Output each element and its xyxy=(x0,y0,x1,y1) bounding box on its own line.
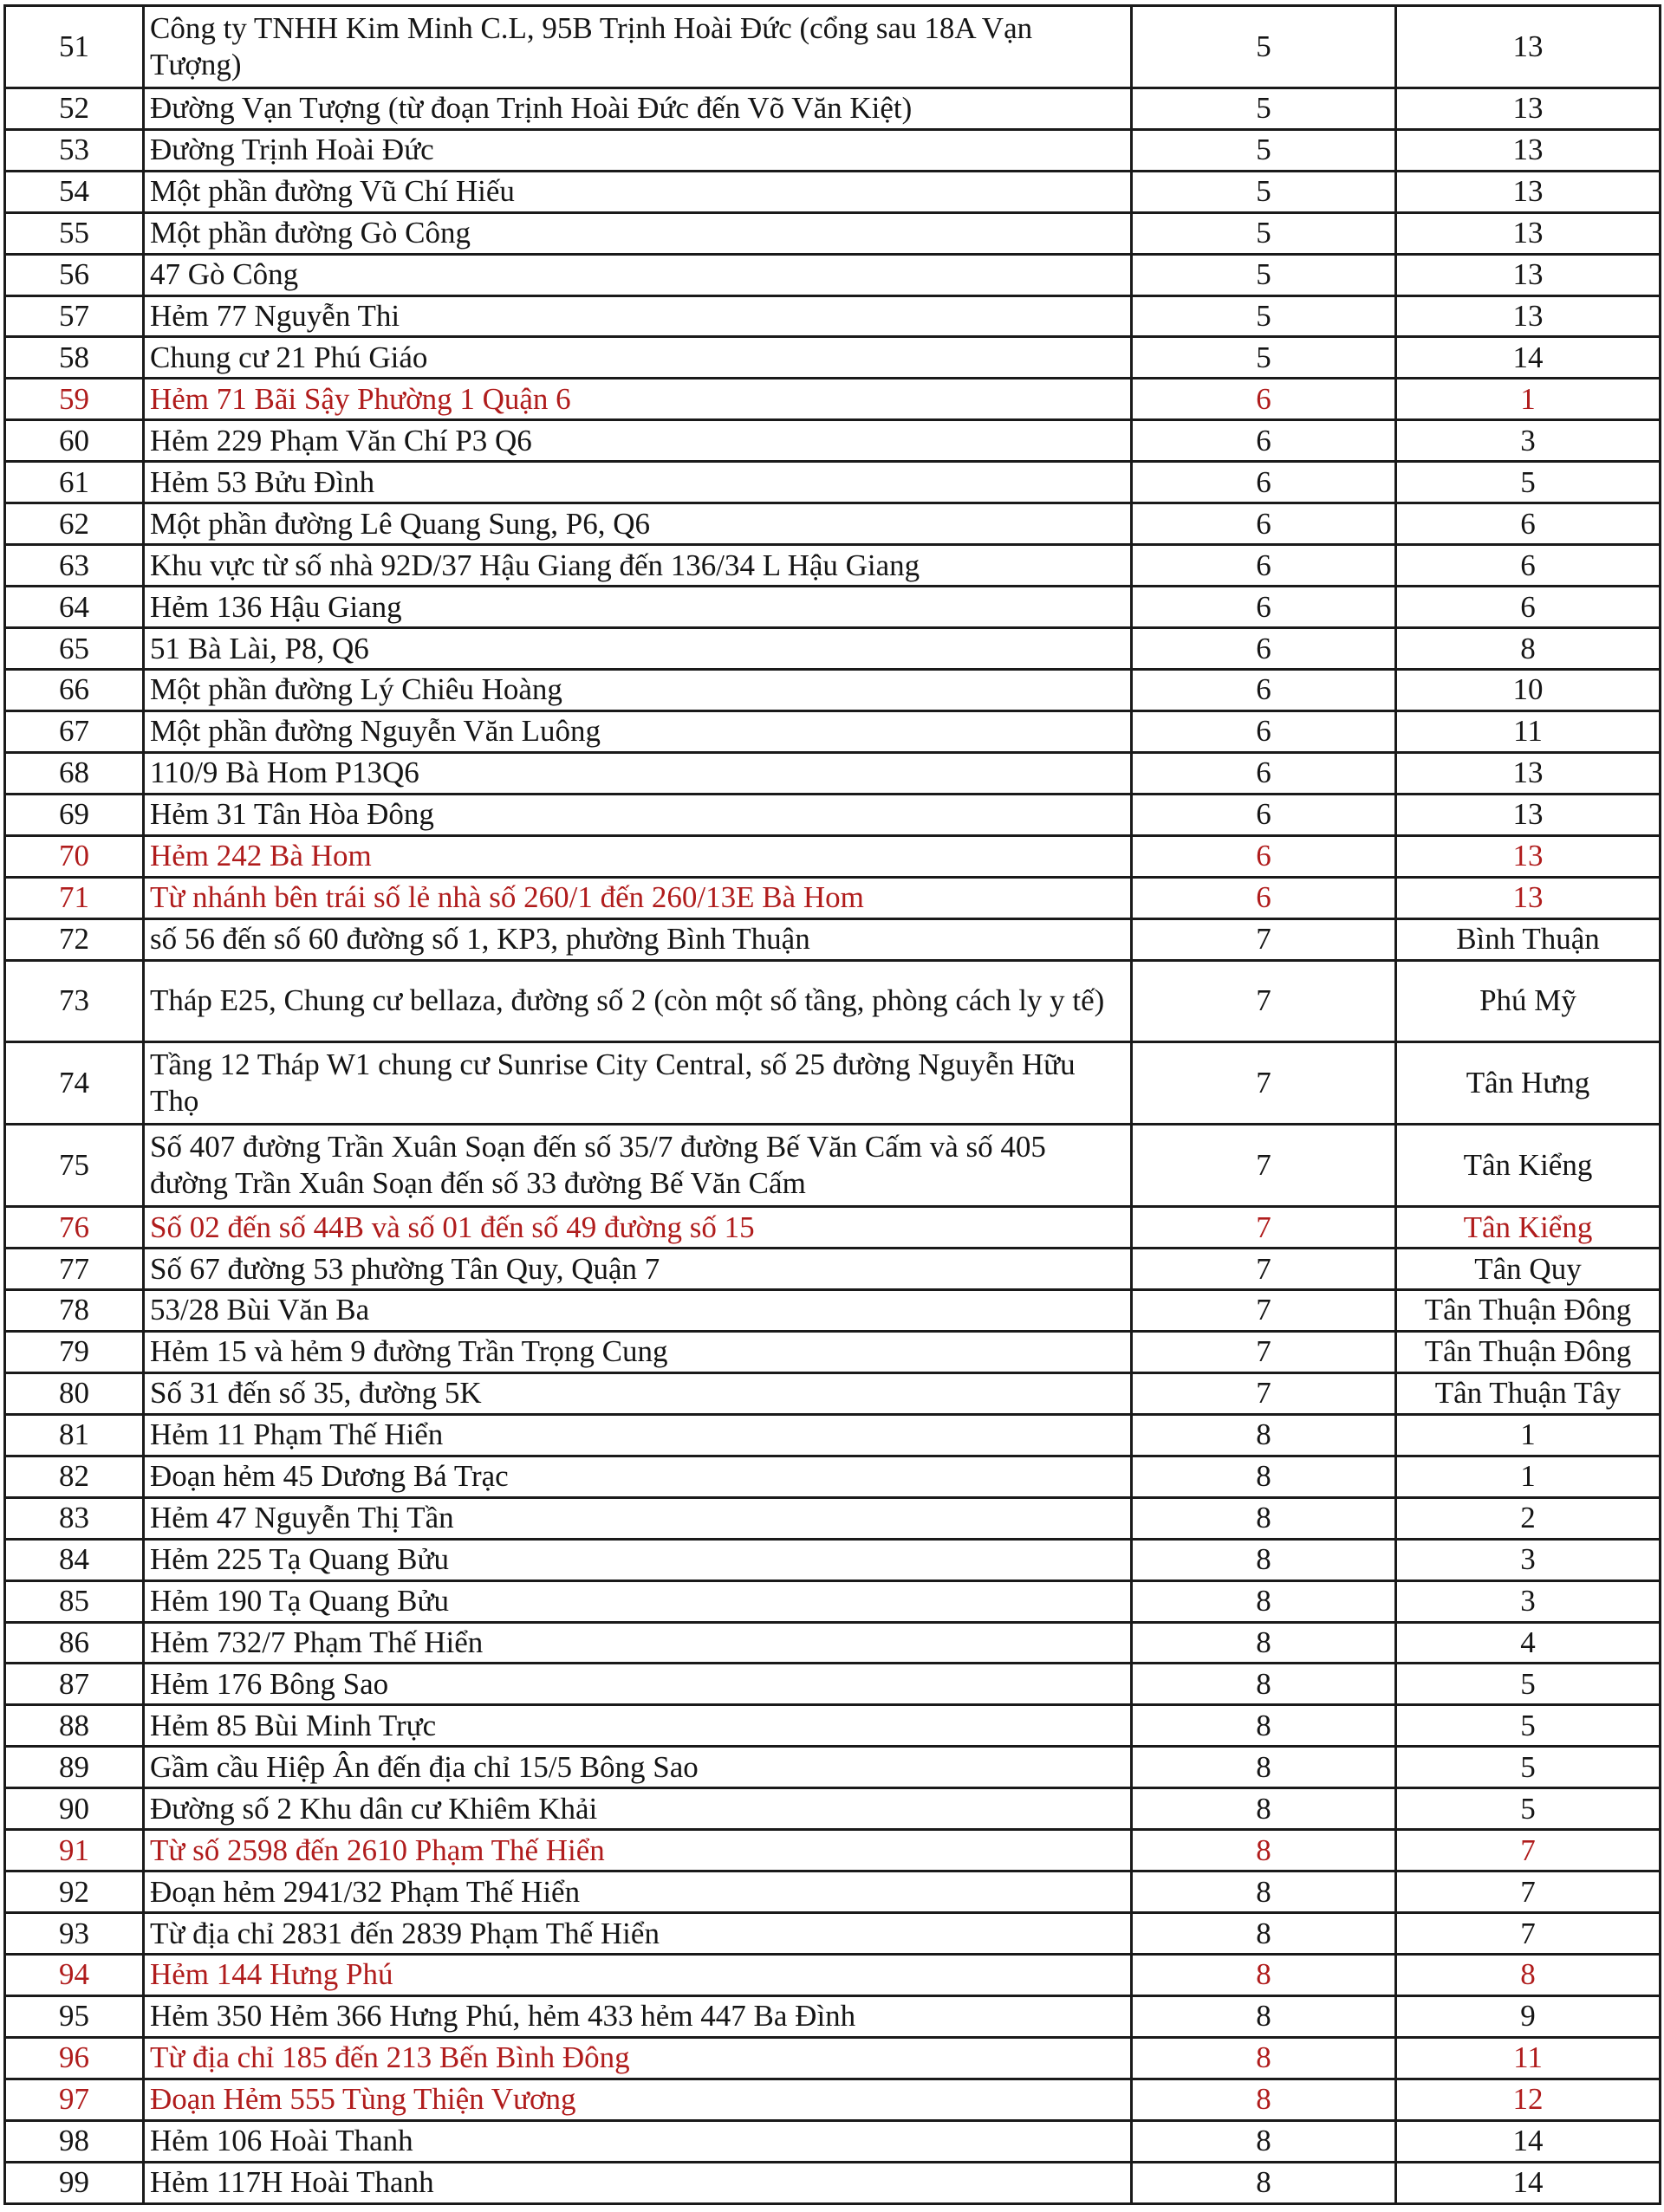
ward-cell: 8 xyxy=(1396,628,1661,670)
row-number: 74 xyxy=(5,1042,144,1125)
row-number: 60 xyxy=(5,420,144,462)
ward-cell: 1 xyxy=(1396,1414,1661,1456)
address-cell: Khu vực từ số nhà 92D/37 Hậu Giang đến 136/34 L Hậu Giang xyxy=(144,545,1132,587)
address-cell: Hẻm 15 và hẻm 9 đường Trần Trọng Cung xyxy=(144,1331,1132,1372)
ward-cell: Bình Thuận xyxy=(1396,918,1661,960)
address-cell: Tầng 12 Tháp W1 chung cư Sunrise City Central, số 25 đường Nguyễn Hữu Thọ xyxy=(144,1042,1132,1125)
ward-cell: 6 xyxy=(1396,587,1661,628)
ward-cell: Tân Kiểng xyxy=(1396,1207,1661,1249)
district-cell: 8 xyxy=(1132,1995,1396,2037)
row-number: 72 xyxy=(5,918,144,960)
address-cell: Hẻm 190 Tạ Quang Bửu xyxy=(144,1580,1132,1622)
address-cell: Số 02 đến số 44B và số 01 đến số 49 đường số 15 xyxy=(144,1207,1132,1249)
row-number: 73 xyxy=(5,960,144,1042)
district-cell: 8 xyxy=(1132,1830,1396,1871)
row-number: 91 xyxy=(5,1830,144,1871)
table-row xyxy=(5,88,1661,129)
table-row xyxy=(5,669,1661,710)
table-row xyxy=(5,1249,1661,1290)
row-number: 55 xyxy=(5,212,144,254)
row-number: 94 xyxy=(5,1955,144,1996)
table-row xyxy=(5,212,1661,254)
address-cell: Một phần đường Lê Quang Sung, P6, Q6 xyxy=(144,503,1132,545)
address-cell: Hẻm 31 Tân Hòa Đông xyxy=(144,794,1132,835)
table-row xyxy=(5,1539,1661,1580)
district-cell: 7 xyxy=(1132,1207,1396,1249)
row-number: 67 xyxy=(5,710,144,752)
row-number: 65 xyxy=(5,628,144,670)
address-cell: Hẻm 225 Tạ Quang Bửu xyxy=(144,1539,1132,1580)
row-number: 96 xyxy=(5,2037,144,2079)
ward-cell: 13 xyxy=(1396,171,1661,212)
district-cell: 7 xyxy=(1132,1249,1396,1290)
address-cell: Hẻm 732/7 Phạm Thế Hiển xyxy=(144,1622,1132,1664)
address-cell: Số 31 đến số 35, đường 5K xyxy=(144,1372,1132,1414)
row-number: 87 xyxy=(5,1664,144,1705)
table-row xyxy=(5,1372,1661,1414)
row-number: 66 xyxy=(5,669,144,710)
district-cell: 5 xyxy=(1132,295,1396,337)
address-cell: Tháp E25, Chung cư bellaza, đường số 2 (còn một số tầng, phòng cách ly y tế) xyxy=(144,960,1132,1042)
address-cell: Một phần đường Gò Công xyxy=(144,212,1132,254)
ward-cell: 6 xyxy=(1396,545,1661,587)
table-row xyxy=(5,752,1661,794)
district-cell: 8 xyxy=(1132,1871,1396,1913)
table-row xyxy=(5,1414,1661,1456)
ward-cell: 7 xyxy=(1396,1913,1661,1955)
table-row xyxy=(5,587,1661,628)
address-cell: Hẻm 136 Hậu Giang xyxy=(144,587,1132,628)
table-row xyxy=(5,1871,1661,1913)
row-number: 61 xyxy=(5,462,144,503)
address-cell: Một phần đường Nguyễn Văn Luông xyxy=(144,710,1132,752)
address-cell: Từ nhánh bên trái số lẻ nhà số 260/1 đến 260/13E Bà Hom xyxy=(144,877,1132,918)
ward-cell: 1 xyxy=(1396,379,1661,420)
address-cell: Từ địa chỉ 2831 đến 2839 Phạm Thế Hiển xyxy=(144,1913,1132,1955)
ward-cell: 7 xyxy=(1396,1830,1661,1871)
address-cell: Hẻm 350 Hẻm 366 Hưng Phú, hẻm 433 hẻm 447 Ba Đình xyxy=(144,1995,1132,2037)
table-row xyxy=(5,2120,1661,2162)
table-row xyxy=(5,129,1661,171)
district-cell: 6 xyxy=(1132,669,1396,710)
ward-cell: Tân Thuận Đông xyxy=(1396,1331,1661,1372)
table-row xyxy=(5,6,1661,88)
ward-cell: 3 xyxy=(1396,420,1661,462)
district-cell: 6 xyxy=(1132,545,1396,587)
ward-cell: 11 xyxy=(1396,2037,1661,2079)
row-number: 70 xyxy=(5,835,144,877)
ward-cell: 7 xyxy=(1396,1871,1661,1913)
table-row xyxy=(5,1955,1661,1996)
row-number: 97 xyxy=(5,2079,144,2120)
ward-cell: Tân Thuận Đông xyxy=(1396,1290,1661,1332)
address-cell: Đường số 2 Khu dân cư Khiêm Khải xyxy=(144,1788,1132,1830)
district-cell: 7 xyxy=(1132,1125,1396,1207)
district-cell: 5 xyxy=(1132,88,1396,129)
address-cell: Đường Vạn Tượng (từ đoạn Trịnh Hoài Đức đến Võ Văn Kiệt) xyxy=(144,88,1132,129)
ward-cell: Tân Thuận Tây xyxy=(1396,1372,1661,1414)
table-row xyxy=(5,1580,1661,1622)
table-row xyxy=(5,628,1661,670)
address-cell: Hẻm 106 Hoài Thanh xyxy=(144,2120,1132,2162)
ward-cell: 8 xyxy=(1396,1955,1661,1996)
table-row xyxy=(5,545,1661,587)
table-row xyxy=(5,1705,1661,1747)
district-cell: 6 xyxy=(1132,462,1396,503)
district-cell: 8 xyxy=(1132,1539,1396,1580)
district-cell: 7 xyxy=(1132,918,1396,960)
ward-cell: 13 xyxy=(1396,295,1661,337)
table-row xyxy=(5,1747,1661,1788)
ward-cell: Tân Quy xyxy=(1396,1249,1661,1290)
ward-cell: 9 xyxy=(1396,1995,1661,2037)
district-cell: 7 xyxy=(1132,1372,1396,1414)
ward-cell: 14 xyxy=(1396,337,1661,379)
district-cell: 5 xyxy=(1132,337,1396,379)
row-number: 68 xyxy=(5,752,144,794)
ward-cell: 13 xyxy=(1396,835,1661,877)
table-row xyxy=(5,1830,1661,1871)
row-number: 80 xyxy=(5,1372,144,1414)
row-number: 81 xyxy=(5,1414,144,1456)
table-row xyxy=(5,835,1661,877)
district-cell: 6 xyxy=(1132,877,1396,918)
row-number: 58 xyxy=(5,337,144,379)
address-table xyxy=(3,4,1661,2205)
row-number: 53 xyxy=(5,129,144,171)
ward-cell: 5 xyxy=(1396,462,1661,503)
district-cell: 8 xyxy=(1132,1664,1396,1705)
district-cell: 8 xyxy=(1132,1913,1396,1955)
district-cell: 6 xyxy=(1132,503,1396,545)
district-cell: 6 xyxy=(1132,752,1396,794)
table-row xyxy=(5,1042,1661,1125)
row-number: 69 xyxy=(5,794,144,835)
ward-cell: 13 xyxy=(1396,752,1661,794)
address-cell: 53/28 Bùi Văn Ba xyxy=(144,1290,1132,1332)
table-row xyxy=(5,1497,1661,1539)
district-cell: 7 xyxy=(1132,1042,1396,1125)
row-number: 84 xyxy=(5,1539,144,1580)
table-body xyxy=(5,6,1661,2204)
table-row xyxy=(5,710,1661,752)
ward-cell: 13 xyxy=(1396,6,1661,88)
table-row xyxy=(5,503,1661,545)
ward-cell: 2 xyxy=(1396,1497,1661,1539)
district-cell: 7 xyxy=(1132,1290,1396,1332)
ward-cell: 3 xyxy=(1396,1539,1661,1580)
row-number: 92 xyxy=(5,1871,144,1913)
row-number: 71 xyxy=(5,877,144,918)
address-cell: Hẻm 71 Bãi Sậy Phường 1 Quận 6 xyxy=(144,379,1132,420)
address-cell: Một phần đường Lý Chiêu Hoàng xyxy=(144,669,1132,710)
address-cell: Hẻm 77 Nguyễn Thi xyxy=(144,295,1132,337)
table-row xyxy=(5,1456,1661,1497)
table-row xyxy=(5,1331,1661,1372)
ward-cell: 13 xyxy=(1396,877,1661,918)
address-cell: Từ số 2598 đến 2610 Phạm Thế Hiển xyxy=(144,1830,1132,1871)
district-cell: 6 xyxy=(1132,835,1396,877)
district-cell: 8 xyxy=(1132,2162,1396,2203)
table-row xyxy=(5,877,1661,918)
table-row xyxy=(5,2079,1661,2120)
table-row xyxy=(5,1290,1661,1332)
row-number: 64 xyxy=(5,587,144,628)
district-cell: 8 xyxy=(1132,1955,1396,1996)
ward-cell: 13 xyxy=(1396,212,1661,254)
address-cell: Từ địa chỉ 185 đến 213 Bến Bình Đông xyxy=(144,2037,1132,2079)
address-cell: Đoạn hẻm 2941/32 Phạm Thế Hiển xyxy=(144,1871,1132,1913)
ward-cell: 11 xyxy=(1396,710,1661,752)
table-row xyxy=(5,794,1661,835)
row-number: 98 xyxy=(5,2120,144,2162)
address-cell: Hẻm 85 Bùi Minh Trực xyxy=(144,1705,1132,1747)
table-row xyxy=(5,2037,1661,2079)
row-number: 56 xyxy=(5,254,144,295)
district-cell: 5 xyxy=(1132,171,1396,212)
ward-cell: 4 xyxy=(1396,1622,1661,1664)
row-number: 62 xyxy=(5,503,144,545)
address-cell: Đoạn hẻm 45 Dương Bá Trạc xyxy=(144,1456,1132,1497)
district-cell: 6 xyxy=(1132,794,1396,835)
district-cell: 8 xyxy=(1132,2079,1396,2120)
ward-cell: Tân Hưng xyxy=(1396,1042,1661,1125)
district-cell: 8 xyxy=(1132,2037,1396,2079)
table-row xyxy=(5,171,1661,212)
address-cell: Hẻm 229 Phạm Văn Chí P3 Q6 xyxy=(144,420,1132,462)
address-cell: Hẻm 176 Bông Sao xyxy=(144,1664,1132,1705)
address-cell: Hẻm 242 Bà Hom xyxy=(144,835,1132,877)
row-number: 51 xyxy=(5,6,144,88)
table-row xyxy=(5,918,1661,960)
table-row xyxy=(5,420,1661,462)
ward-cell: 13 xyxy=(1396,794,1661,835)
address-cell: Một phần đường Vũ Chí Hiếu xyxy=(144,171,1132,212)
table-row xyxy=(5,295,1661,337)
address-cell: Công ty TNHH Kim Minh C.L, 95B Trịnh Hoài Đức (cổng sau 18A Vạn Tượng) xyxy=(144,6,1132,88)
address-cell: Số 67 đường 53 phường Tân Quy, Quận 7 xyxy=(144,1249,1132,1290)
address-cell: Chung cư 21 Phú Giáo xyxy=(144,337,1132,379)
row-number: 90 xyxy=(5,1788,144,1830)
ward-cell: 3 xyxy=(1396,1580,1661,1622)
address-cell: Đoạn Hẻm 555 Tùng Thiện Vương xyxy=(144,2079,1132,2120)
address-cell: Đường Trịnh Hoài Đức xyxy=(144,129,1132,171)
row-number: 52 xyxy=(5,88,144,129)
row-number: 99 xyxy=(5,2162,144,2203)
ward-cell: Tân Kiểng xyxy=(1396,1125,1661,1207)
address-cell: số 56 đến số 60 đường số 1, KP3, phường Bình Thuận xyxy=(144,918,1132,960)
table-row xyxy=(5,1622,1661,1664)
table-row xyxy=(5,960,1661,1042)
row-number: 79 xyxy=(5,1331,144,1372)
district-cell: 8 xyxy=(1132,1747,1396,1788)
address-cell: Hẻm 47 Nguyễn Thị Tần xyxy=(144,1497,1132,1539)
row-number: 93 xyxy=(5,1913,144,1955)
table-row xyxy=(5,1664,1661,1705)
district-cell: 6 xyxy=(1132,710,1396,752)
district-cell: 7 xyxy=(1132,1331,1396,1372)
row-number: 59 xyxy=(5,379,144,420)
row-number: 76 xyxy=(5,1207,144,1249)
address-cell: Số 407 đường Trần Xuân Soạn đến số 35/7 đường Bế Văn Cấm và số 405 đường Trần Xuân Soạn đến số 33 đường Bế Văn Cấm xyxy=(144,1125,1132,1207)
table-row xyxy=(5,1995,1661,2037)
row-number: 63 xyxy=(5,545,144,587)
ward-cell: 14 xyxy=(1396,2162,1661,2203)
row-number: 95 xyxy=(5,1995,144,2037)
district-cell: 8 xyxy=(1132,1622,1396,1664)
address-cell: 110/9 Bà Hom P13Q6 xyxy=(144,752,1132,794)
row-number: 82 xyxy=(5,1456,144,1497)
row-number: 78 xyxy=(5,1290,144,1332)
table-row xyxy=(5,337,1661,379)
ward-cell: 5 xyxy=(1396,1664,1661,1705)
district-cell: 8 xyxy=(1132,1580,1396,1622)
row-number: 77 xyxy=(5,1249,144,1290)
ward-cell: 13 xyxy=(1396,88,1661,129)
ward-cell: 5 xyxy=(1396,1788,1661,1830)
ward-cell: 6 xyxy=(1396,503,1661,545)
ward-cell: 10 xyxy=(1396,669,1661,710)
address-cell: 47 Gò Công xyxy=(144,254,1132,295)
district-cell: 8 xyxy=(1132,1414,1396,1456)
address-cell: 51 Bà Lài, P8, Q6 xyxy=(144,628,1132,670)
ward-cell: 13 xyxy=(1396,254,1661,295)
row-number: 86 xyxy=(5,1622,144,1664)
address-cell: Hẻm 11 Phạm Thế Hiển xyxy=(144,1414,1132,1456)
ward-cell: 5 xyxy=(1396,1747,1661,1788)
row-number: 85 xyxy=(5,1580,144,1622)
ward-cell: 1 xyxy=(1396,1456,1661,1497)
district-cell: 5 xyxy=(1132,212,1396,254)
district-cell: 7 xyxy=(1132,960,1396,1042)
ward-cell: 14 xyxy=(1396,2120,1661,2162)
district-cell: 8 xyxy=(1132,1497,1396,1539)
ward-cell: Phú Mỹ xyxy=(1396,960,1661,1042)
ward-cell: 13 xyxy=(1396,129,1661,171)
row-number: 89 xyxy=(5,1747,144,1788)
address-cell: Hẻm 117H Hoài Thanh xyxy=(144,2162,1132,2203)
district-cell: 8 xyxy=(1132,1456,1396,1497)
table-row xyxy=(5,2162,1661,2203)
row-number: 83 xyxy=(5,1497,144,1539)
district-cell: 6 xyxy=(1132,379,1396,420)
district-cell: 8 xyxy=(1132,1705,1396,1747)
row-number: 54 xyxy=(5,171,144,212)
ward-cell: 12 xyxy=(1396,2079,1661,2120)
table-row xyxy=(5,1207,1661,1249)
district-cell: 6 xyxy=(1132,420,1396,462)
row-number: 57 xyxy=(5,295,144,337)
table-row xyxy=(5,1125,1661,1207)
table-row xyxy=(5,379,1661,420)
table-row xyxy=(5,462,1661,503)
row-number: 88 xyxy=(5,1705,144,1747)
district-cell: 5 xyxy=(1132,6,1396,88)
table-row xyxy=(5,254,1661,295)
district-cell: 5 xyxy=(1132,254,1396,295)
district-cell: 8 xyxy=(1132,2120,1396,2162)
table-row xyxy=(5,1913,1661,1955)
table-row xyxy=(5,1788,1661,1830)
address-cell: Hẻm 53 Bửu Đình xyxy=(144,462,1132,503)
district-cell: 6 xyxy=(1132,587,1396,628)
ward-cell: 5 xyxy=(1396,1705,1661,1747)
address-cell: Gầm cầu Hiệp Ân đến địa chỉ 15/5 Bông Sao xyxy=(144,1747,1132,1788)
address-cell: Hẻm 144 Hưng Phú xyxy=(144,1955,1132,1996)
district-cell: 8 xyxy=(1132,1788,1396,1830)
row-number: 75 xyxy=(5,1125,144,1207)
district-cell: 5 xyxy=(1132,129,1396,171)
district-cell: 6 xyxy=(1132,628,1396,670)
